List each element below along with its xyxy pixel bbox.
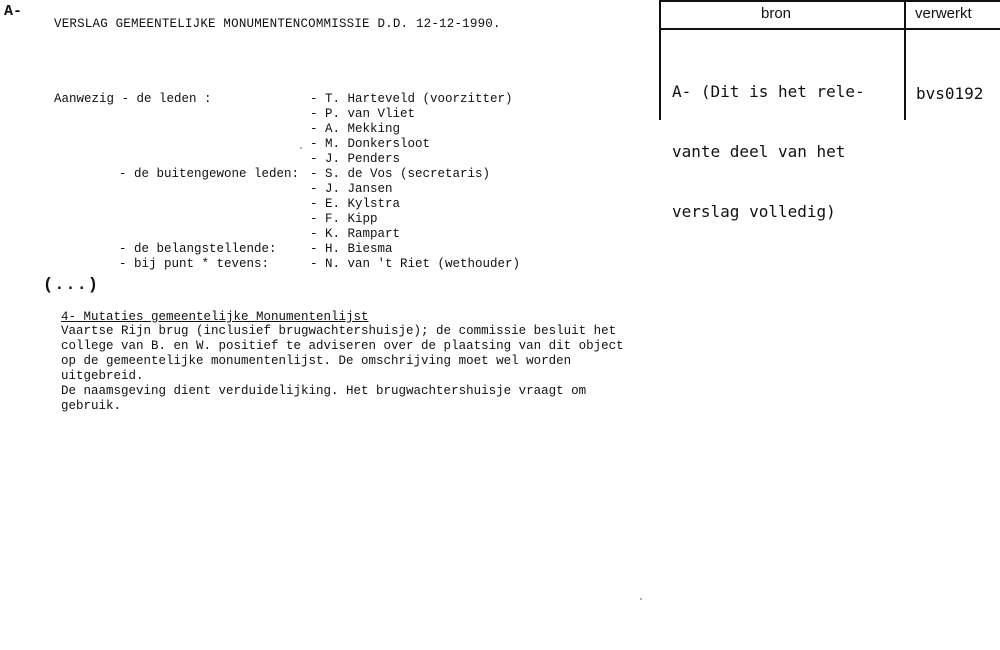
report-title: VERSLAG GEMEENTELIJKE MONUMENTENCOMMISSIE D.D. 12-12-1990.	[54, 17, 501, 31]
attendance-label-interested: - de belangstellende:	[119, 242, 277, 256]
section-body	[61, 324, 651, 414]
member: - J. Penders	[310, 152, 401, 166]
member: - K. Rampart	[310, 227, 401, 241]
attendance-label-members: Aanwezig - de leden :	[54, 92, 212, 106]
verwerkt-cell: bvs0192	[916, 84, 984, 103]
member: - J. Jansen	[310, 182, 393, 196]
column-header-bron: bron	[761, 5, 792, 22]
bron-line: A- (Dit is het rele-	[672, 82, 865, 101]
member: - S. de Vos (secretaris)	[310, 167, 491, 181]
body-line: De naamsgeving dient verduidelijking. Het brugwachtershuisje vraagt om	[61, 384, 587, 398]
member: - T. Harteveld (voorzitter)	[310, 92, 513, 106]
table-border	[659, 0, 1000, 2]
body-line: gebruik.	[61, 399, 122, 413]
body-line: Vaartse Rijn brug (inclusief brugwachtershuisje); de commissie besluit het	[61, 324, 617, 338]
bron-cell	[672, 42, 865, 262]
bron-line: verslag volledig)	[672, 202, 836, 221]
member: - H. Biesma	[310, 242, 393, 256]
corner-mark: A-	[4, 3, 23, 20]
member: - E. Kylstra	[310, 197, 401, 211]
section-heading: 4- Mutaties gemeentelijke Monumentenlijst	[61, 310, 369, 324]
member: - A. Mekking	[310, 122, 401, 136]
member: - P. van Vliet	[310, 107, 416, 121]
column-header-verwerkt: verwerkt	[915, 5, 972, 22]
body-line: op de gemeentelijke monumentenlijst. De omschrijving moet wel worden	[61, 354, 572, 368]
body-line: uitgebreid.	[61, 369, 144, 383]
attendance-label-extraordinary: - de buitengewone leden:	[119, 167, 300, 181]
member: - F. Kipp	[310, 212, 378, 226]
member: - N. van 't Riet (wethouder)	[310, 257, 521, 271]
table-border	[904, 0, 906, 120]
attendance-label-point: - bij punt * tevens:	[119, 257, 270, 271]
table-border	[659, 28, 1000, 30]
scan-speck	[300, 147, 302, 149]
scan-speck	[640, 598, 642, 600]
member: - M. Donkersloot	[310, 137, 431, 151]
bron-line: vante deel van het	[672, 142, 846, 161]
omission-marker: (...)	[43, 276, 100, 295]
body-line: college van B. en W. positief te adviseren over de plaatsing van dit object	[61, 339, 624, 353]
table-border	[659, 0, 661, 120]
